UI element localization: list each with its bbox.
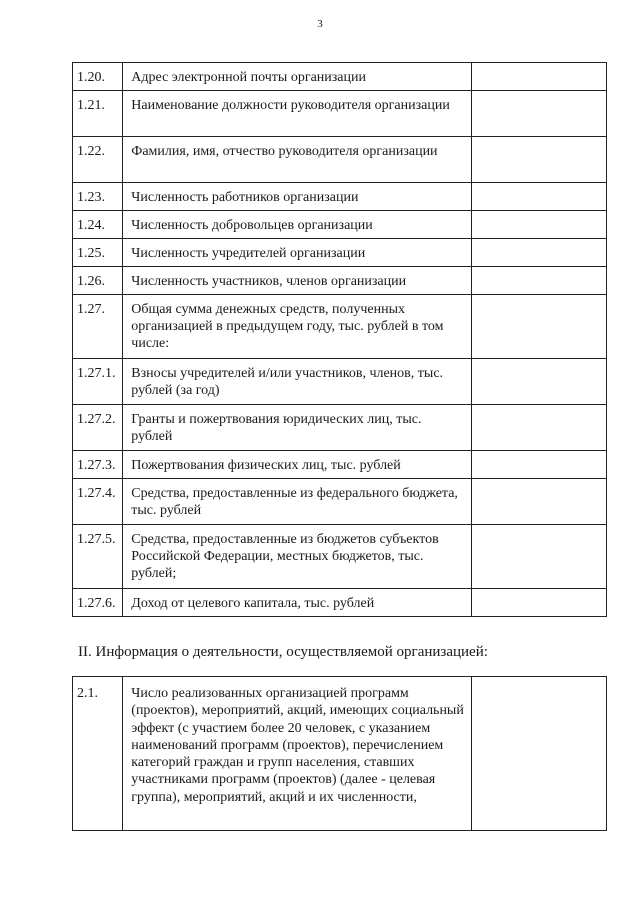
row-label: Наименование должности руководителя организации bbox=[123, 91, 472, 137]
row-label: Численность участников, членов организации bbox=[123, 267, 472, 295]
table-row bbox=[73, 267, 607, 295]
table-row bbox=[73, 183, 607, 211]
organization-info-table-body bbox=[73, 63, 607, 617]
row-label: Численность работников организации bbox=[123, 183, 472, 211]
row-number: 1.27.2. bbox=[73, 405, 123, 451]
row-number: 1.25. bbox=[73, 239, 123, 267]
table-row bbox=[73, 405, 607, 451]
row-number: 1.24. bbox=[73, 211, 123, 239]
table-row bbox=[73, 137, 607, 183]
table-row bbox=[73, 91, 607, 137]
page-number: 3 bbox=[317, 18, 323, 30]
row-number: 1.27.1. bbox=[73, 359, 123, 405]
table-row bbox=[73, 63, 607, 91]
table-row bbox=[73, 677, 607, 831]
row-value-cell bbox=[472, 451, 607, 479]
row-number: 1.27.3. bbox=[73, 451, 123, 479]
row-number: 1.27.4. bbox=[73, 479, 123, 525]
row-label: Средства, предоставленные из бюджетов субъектов Российской Федерации, местных бюджетов, тыс. рублей; bbox=[123, 525, 472, 589]
row-number: 1.27. bbox=[73, 295, 123, 359]
row-number: 1.21. bbox=[73, 91, 123, 137]
table-row bbox=[73, 239, 607, 267]
row-value-cell bbox=[472, 677, 607, 831]
row-value-cell bbox=[472, 91, 607, 137]
row-value-cell bbox=[472, 267, 607, 295]
row-label: Пожертвования физических лиц, тыс. рублей bbox=[123, 451, 472, 479]
row-value-cell bbox=[472, 589, 607, 617]
row-value-cell bbox=[472, 405, 607, 451]
row-label: Общая сумма денежных средств, полученных организацией в предыдущем году, тыс. рублей в том числе: bbox=[123, 295, 472, 359]
row-number: 1.22. bbox=[73, 137, 123, 183]
table-row bbox=[73, 359, 607, 405]
activity-info-table-body bbox=[73, 677, 607, 831]
row-label: Гранты и пожертвования юридических лиц, тыс. рублей bbox=[123, 405, 472, 451]
row-value-cell bbox=[472, 137, 607, 183]
row-label: Доход от целевого капитала, тыс. рублей bbox=[123, 589, 472, 617]
row-number: 2.1. bbox=[73, 677, 123, 831]
row-number: 1.27.6. bbox=[73, 589, 123, 617]
row-label: Численность учредителей организации bbox=[123, 239, 472, 267]
row-label: Численность добровольцев организации bbox=[123, 211, 472, 239]
row-number: 1.20. bbox=[73, 63, 123, 91]
row-value-cell bbox=[472, 479, 607, 525]
row-number: 1.23. bbox=[73, 183, 123, 211]
row-value-cell bbox=[472, 63, 607, 91]
table-row bbox=[73, 525, 607, 589]
row-label: Число реализованных организацией программ (проектов), мероприятий, акций, имеющих социальный эффект (с участием более 20 человек, с указанием наименований программ (проектов), перечислением категорий граждан и групп населения, ставших участниками программ (проектов) (далее - целевая группа), мероприятий, акций и их численности, bbox=[123, 677, 472, 831]
row-value-cell bbox=[472, 359, 607, 405]
table-row bbox=[73, 589, 607, 617]
row-label: Взносы учредителей и/или участников, членов, тыс. рублей (за год) bbox=[123, 359, 472, 405]
table-row bbox=[73, 295, 607, 359]
row-value-cell bbox=[472, 183, 607, 211]
section-heading: II. Информация о деятельности, осуществляемой организацией: bbox=[78, 644, 488, 660]
table-row bbox=[73, 479, 607, 525]
row-value-cell bbox=[472, 295, 607, 359]
row-number: 1.26. bbox=[73, 267, 123, 295]
table-row bbox=[73, 451, 607, 479]
row-number: 1.27.5. bbox=[73, 525, 123, 589]
row-value-cell bbox=[472, 239, 607, 267]
organization-info-table bbox=[72, 62, 607, 617]
row-value-cell bbox=[472, 211, 607, 239]
row-value-cell bbox=[472, 525, 607, 589]
row-label: Средства, предоставленные из федерального бюджета, тыс. рублей bbox=[123, 479, 472, 525]
activity-info-table bbox=[72, 676, 607, 831]
row-label: Адрес электронной почты организации bbox=[123, 63, 472, 91]
table-row bbox=[73, 211, 607, 239]
row-label: Фамилия, имя, отчество руководителя организации bbox=[123, 137, 472, 183]
